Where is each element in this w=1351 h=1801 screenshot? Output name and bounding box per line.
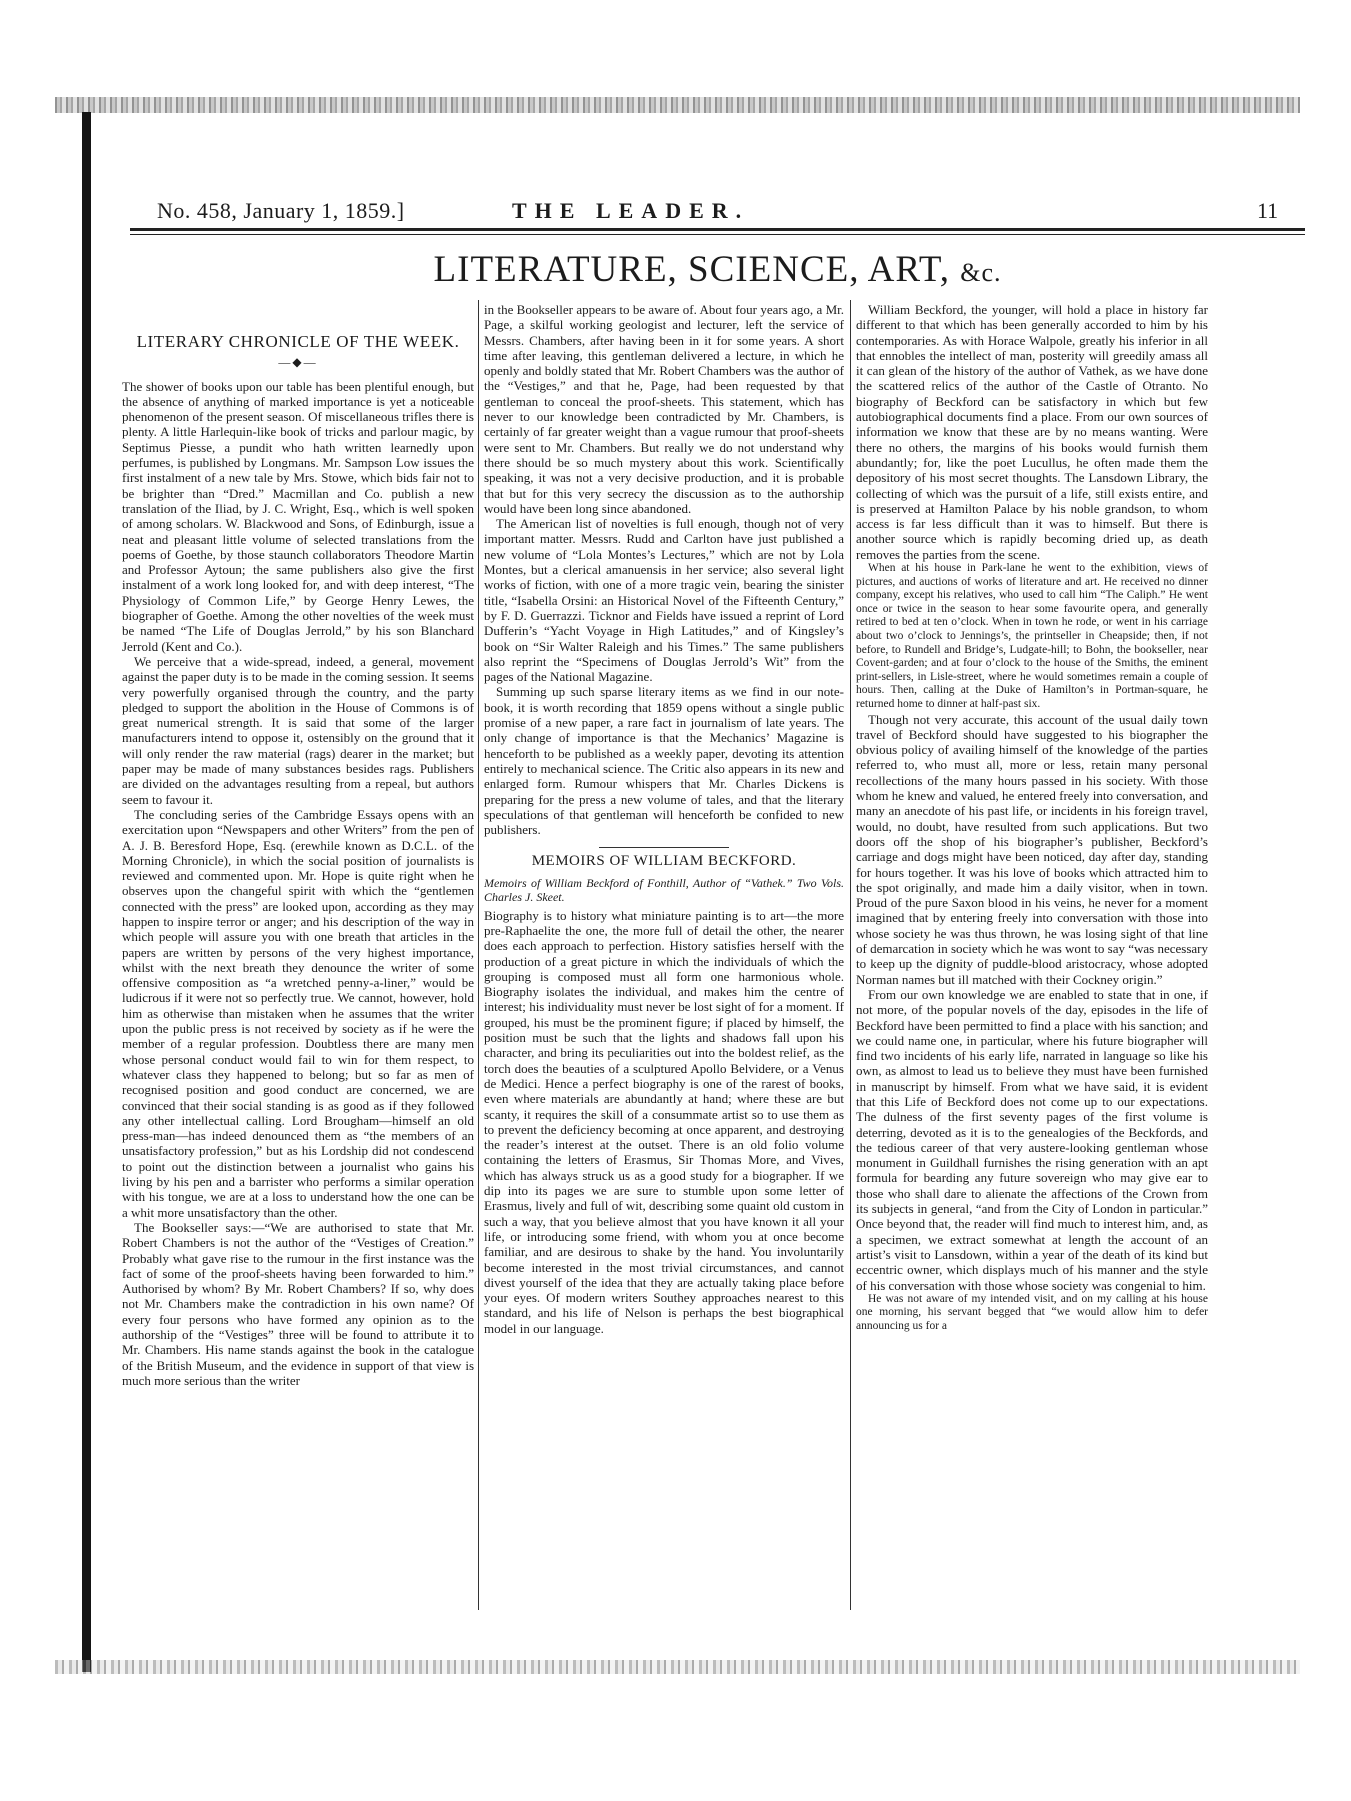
article-paragraph: The shower of books upon our table has been plentiful enough, but the absence of anything of marked importance is yet a noticeable phenomenon of the present season. Of miscellaneous trifles there is plenty. A little Harlequin-like book of tricks and parlour magic, by Septimus Piesse, a pundit who hath written learnedly upon perfumes, is published by Longmans. Mr. Sampson Low issues the first instalment of a new tale by Mrs. Stowe, which bids fair not to be brighter than “Dred.” Macmillan and Co. publish a new translation of the Iliad, by J. C. Wright, Esq., which is well spoken of among scholars. W. Blackwood and Sons, of Edinburgh, issue a neat and pleasant little volume of selected translations from the poems of Goethe, by those staunch collaborators Theodore Martin and Professor Aytoun; the same publishers also give the first instalment of a work long looked for, and with deep interest, “The Physiology of Common Life,” by George Henry Lewes, the biographer of Goethe. Among the other novelties of the week must be named “The Life of Douglas Jerrold,” by his son Blanchard Jerrold (Kent and Co.).: [122, 378, 474, 654]
page-number: 11: [1257, 198, 1279, 223]
section-title: [130, 248, 1305, 291]
title-ornament: —◆—: [278, 355, 318, 370]
column-1: [122, 302, 474, 1617]
article-paragraph: William Beckford, the younger, will hold a place in history far different to that which has been generally accorded to him by his contemporaries. As with Horace Walpole, greatly his inferior in all that ennobles the intellect of man, posterity will greedily amass all it can glean of the history of the author of Vathek, as we have done the scattered relics of the author of the Castle of Otranto. No biography of Beckford can be satisfactory in which but few autobiographical documents find a place. From our own sources of information we know that these are by no means wanting. Were there no others, the margins of his books would furnish them abundantly; for, like the poet Lucullus, he often made them the depository of his most secret thoughts. The Lansdown Library, the collecting of which was the pursuit of a life, still exists entire, and is preserved at Hamilton Palace by his noble grandson, to whom access is far less difficult than it was to himself. But there is another source which is rapidly becoming dried up, as death removes the parties from the scene.: [856, 302, 1208, 562]
article-title: MEMOIRS OF WILLIAM BECKFORD.: [484, 847, 844, 869]
article-paragraph: Though not very accurate, this account of the usual daily town travel of Beckford should have suggested to his biographer the obvious policy of availing himself of the knowledge of the parties referred to, who must all, more or less, retain many personal recollections of the many hours passed in his society. With those whom he knew and valued, he entered freely into conversation, and many an anecdote of his past life, or incidents in his foreign travel, would, no doubt, have resulted from such applications. But two doors off the shop of his biographer’s publisher, Beckford’s carriage and dogs might have been noticed, day after day, standing for hours together. It was his love of books which attracted him to the spot originally, and made him a daily visitor, when in town. Proud of the pure Saxon blood in his veins, he never for a moment imagined that by entering freely into conversation with those into whose society he was thus thrown, he was losing sight of that line of demarcation in society which he was wont to say “was necessary to keep up the dignity of puddle-blood aristocracy, whose adopted Norman names but ill matched with their Cockney origin.”: [856, 711, 1208, 987]
block-quote: He was not aware of my intended visit, and on my calling at his house one morning, his servant begged that “we would allow him to defer announcing us for a: [856, 1292, 1208, 1333]
column-rule: [850, 300, 851, 1610]
article-paragraph: The concluding series of the Cambridge Essays opens with an exercitation upon “Newspapers and other Writers” from the pen of A. J. B. Beresford Hope, Esq. (erewhile known as D.C.L. of the Morning Chronicle), in which the social position of journalists is reviewed and commented upon. Mr. Hope is quite right when he observes upon the changeful spirit with which the “gentlemen connected with the press” are looked upon, according as they may happen to inspire terror or anger; and his description of the way in which people will assure you with one breath that articles in the papers are written by persons of the very highest importance, whilst with the next breath they denounce the writer of some offensive composition as “a wretched penny-a-liner,” would be ludicrous if it were not so perfectly true. We cannot, however, hold him as otherwise than mistaken when he assumes that the writer upon the public press is not received by society as if he were the member of a regular profession. Doubtless there are many men whose personal conduct would fail to win for them respect, to whatever class they happened to belong; but so far as men of recognised position and good conduct are concerned, we are convinced that their social standing is as good as if they followed any other intellectual calling. Lord Brougham—himself an old press-man—has indeed denounced them as “the members of an unsatisfactory profession,” but as his Lordship did not condescend to point out the distinction between a journalist who gains his living by his pen and a barrister who performs a similar operation with his tongue, we are at a loss to understand how the one can be a whit more unsatisfactory than the other.: [122, 806, 474, 1220]
masthead: [112, 198, 1308, 228]
article-paragraph: The American list of novelties is full enough, though not of very important matter. Messrs. Rudd and Carlton have just published a new volume of “Lola Montes’s Lectures,” which are not by Lola Montes, but a clerical amanuensis in her service; also several light works of fiction, with one of a more tragic vein, bearing the sinister title, “Isabella Orsini: an Historical Novel of the Fifteenth Century,” by F. D. Guerrazzi. Ticknor and Fields have issued a reprint of Lord Dufferin’s “Yacht Voyage in High Latitudes,” and of Kingsley’s book on “Sir Walter Raleigh and his Times.” The same publishers also reprint the “Specimens of Douglas Jerrold’s Wit” from the pages of the National Magazine.: [484, 516, 844, 685]
article-paragraph: Summing up such sparse literary items as we find in our note-book, it is worth recording that 1859 opens without a single public promise of a new paper, a rare fact in journalism of late years. The only change of importance is that the Mechanics’ Magazine is henceforth to be published as a weekly paper, devoting its attention entirely to mechanical science. The Critic also appears in its new and enlarged form. Rumour whispers that Mr. Charles Dickens is preparing for the press a new volume of tales, and that the literary speculations of that gentleman will henceforth be confided to new publishers.: [484, 684, 844, 838]
column-2: [484, 302, 844, 1617]
section-title-text: LITERATURE, SCIENCE, ART,: [433, 249, 950, 290]
column-rule: [478, 300, 479, 1610]
scan-edge-top: [55, 97, 1300, 113]
review-subhead: Memoirs of William Beckford of Fonthill, Author of “Vathek.” Two Vols. Charles J. Skeet.: [484, 875, 844, 904]
article-paragraph: in the Bookseller appears to be aware of. About four years ago, a Mr. Page, a skilful working geologist and lecturer, left the service of Messrs. Chambers, after having been in it for some years. A short time after leaving, this gentleman delivered a lecture, in which he openly and boldly stated that Mr. Robert Chambers was the author of the “Vestiges,” and that he, Page, had been requested by that gentleman to conceal the proof-sheets. This statement, which has never to our knowledge been contradicted by Mr. Chambers, is certainly of far greater weight than a vague rumour that proof-sheets were sent to Mr. Chambers. But really we do not understand why there should be so much mystery about this work. Scientifically speaking, it was not a very decisive production, and it is probable that but for this very secrecy the discussion as to the authorship would have been long since abandoned.: [484, 302, 844, 516]
page-binding-edge: [82, 112, 91, 1672]
paper-title: THE LEADER.: [512, 198, 750, 223]
article-paragraph: We perceive that a wide-spread, indeed, a general, movement against the paper duty is to be made in the coming session. It seems very powerfully organised through the country, and the party pledged to support the abolition in the House of Commons is of great numerical strength. It is said that some of the larger manufacturers intend to oppose it, ostensibly on the ground that it will only render the raw material (rags) dearer in the market; but paper may be made of many substances besides rags. Publishers are divided on the advantages resulting from a repeal, but authors seem to favour it.: [122, 653, 474, 807]
section-title-etc: &c.: [960, 258, 1002, 287]
column-3: [856, 302, 1208, 1617]
block-quote: When at his house in Park-lane he went to the exhibition, views of pictures, and auctions of works of literature and art. He received no dinner company, except his relatives, who used to call him “The Caliph.” He went once or twice in the season to hear some favourite opera, and generally retired to bed at ten o’clock. When in town he rode, or went in his carriage about two o’clock to Jennings’s, the printseller in Cheapside; then, if not before, to Rundell and Bridge’s, Ludgate-hill; to Bohn, the bookseller, near Covent-garden; and at four o’clock to the house of the Smiths, the eminent print-sellers, in Lisle-street, where he would sometimes remain a couple of hours. Then, calling at the Duke of Hamilton’s in Portman-square, he returned home to dinner at half-past six.: [856, 562, 1208, 710]
issue-line: No. 458, January 1, 1859.]: [157, 198, 405, 223]
scan-edge-bottom: [55, 1660, 1300, 1674]
article-paragraph: The Bookseller says:—“We are authorised to state that Mr. Robert Chambers is not the author of the “Vestiges of Creation.” Probably what gave rise to the rumour in the first instance was the fact of some of the proof-sheets having been forwarded to him.” Authorised by whom? By Mr. Robert Chambers? If so, why does not Mr. Chambers make the contradiction in his own name? Of every four persons who have formed any opinion as to the authorship of the “Vestiges” three will be found to attribute it to Mr. Chambers. His name stands against the book in the catalogue of the British Museum, and the evidence in support of that view is much more serious than the writer: [122, 1219, 474, 1388]
article-paragraph: Biography is to history what miniature painting is to art—the more pre-Raphaelite the one, the more full of detail the other, the nearer does each approach to perfection. History satisfies herself with the production of a great picture in which the individuals of which the grouping is composed must all form one harmonious whole. Biography isolates the individual, and makes him the centre of interest; his individuality must never be lost sight of for a moment. If grouped, his must be the prominent figure; if placed by himself, the position must be such that the lights and shadows fall upon his character, and bring its peculiarities out into the boldest relief, as the torch does the beauties of a sculptured Apollo Belvidere, or a Venus de Medici. Hence a perfect biography is one of the rarest of books, even where materials are abundantly at hand; where these are but scanty, it requires the skill of a consummate artist so to use them as to prevent the deficiency becoming at once apparent, and destroying the reader’s interest at the outset. There is an old folio volume containing the letters of Erasmus, Sir Thomas More, and Vives, which has always struck us as a good study for a biographer. If we dip into its pages we are sure to stumble upon some letter of Erasmus, lively and full of wit, describing some quaint old custom in such a way, that you believe almost that you have known it all your life, or introducing some friend, with whom you at once become familiar, and are desirous to shake by the hand. You involuntarily become interested in the most trivial circumstances, and cannot divest yourself of the idea that they are actually taking place before your eyes. Of modern writers Southey approaches nearest to this standard, and his life of Nelson is perhaps the best biographical model in our language.: [484, 907, 844, 1336]
masthead-rule-thin: [130, 234, 1305, 235]
article-title: LITERARY CHRONICLE OF THE WEEK.: [136, 332, 460, 351]
masthead-rule: [130, 228, 1305, 231]
article-paragraph: From our own knowledge we are enabled to state that in one, if not more, of the popular novels of the day, episodes in the life of Beckford have been permitted to find a place with his sanction; and we could name one, in particular, where his future biographer will find two incidents of his early life, narrated in language so like his own, as almost to lead us to believe they must have been furnished in manuscript by himself. From what we have said, it is evident that this Life of Beckford does not come up to our expectations. The dulness of the first seventy pages of the first volume is deterring, devoted as it is to the genealogies of the Beckfords, and the tedious career of that very austere-looking gentleman whose monument in Guildhall furnishes the rising generation with an apt formula for bearding any future sovereign who may give ear to those who shall dare to alienate the affections of the Crown from its subjects in general, “and from the City of London in particular.” Once beyond that, the reader will find much to interest him, and, as a specimen, we extract somewhat at length the account of an artist’s visit to Lansdown, within a year of the death of its kind but eccentric owner, which displays much of his manner and the style of his conversation with those whose society was congenial to him.: [856, 986, 1208, 1293]
